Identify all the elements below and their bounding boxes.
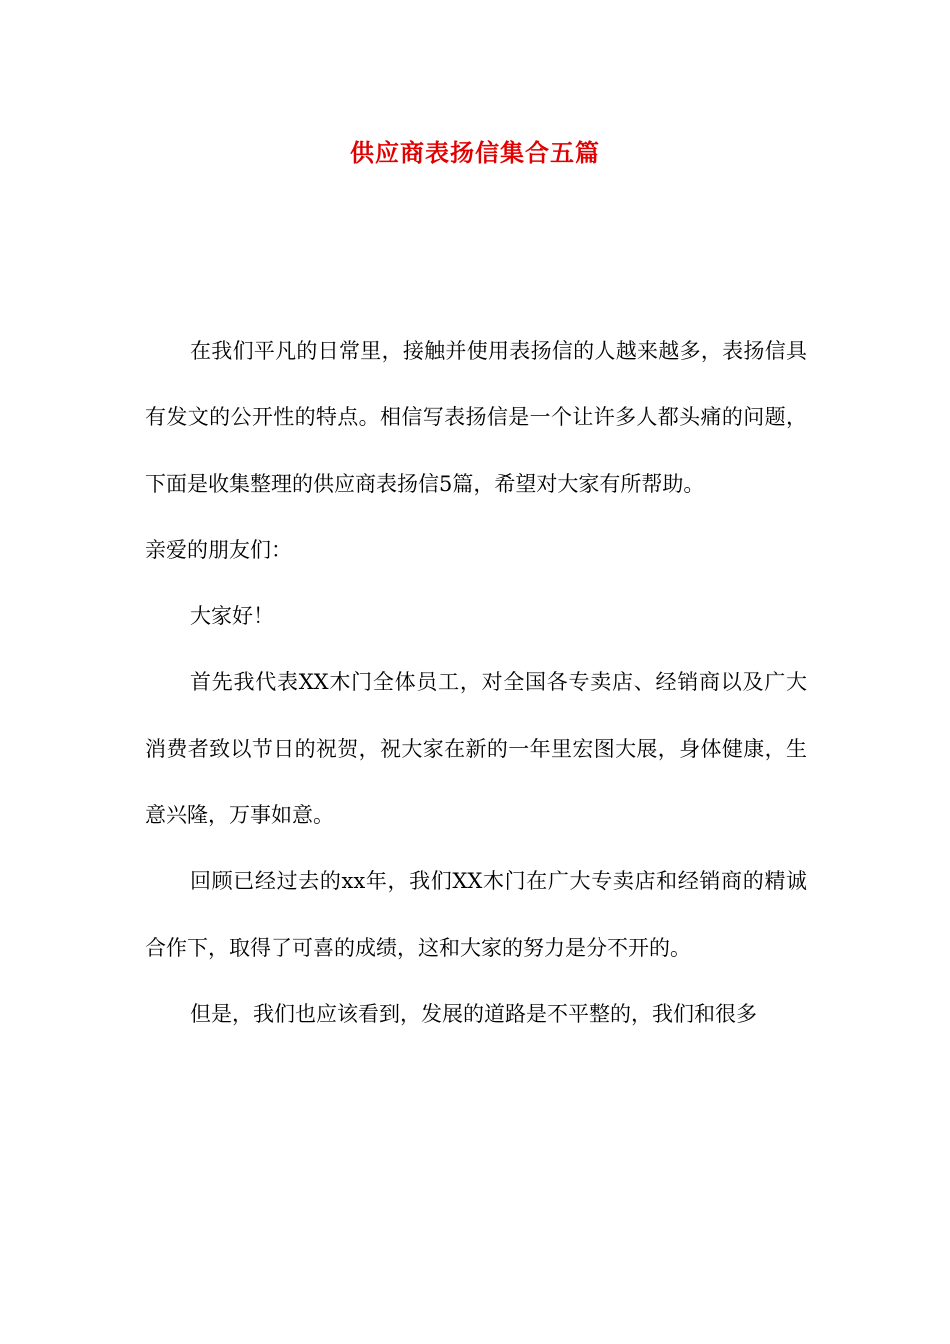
salutation: 亲爱的朋友们： <box>145 537 292 562</box>
greeting: 大家好！ <box>190 604 274 629</box>
document-title: 供应商表扬信集合五篇 <box>350 139 600 167</box>
document-body <box>145 318 807 1047</box>
body-paragraph: 首先我代表XX木门全体员工，对全国各专卖店、经销商以及广大消费者致以节日的祝贺，祝大家在新的一年里宏图大展，身体健康，生意兴隆，万事如意。 <box>145 670 807 828</box>
body-paragraph: 回顾已经过去的xx年，我们XX木门在广大专卖店和经销商的精诚合作下，取得了可喜的成绩，这和大家的努力是分不开的。 <box>145 869 807 960</box>
body-paragraph: 但是，我们也应该看到，发展的道路是不平整的，我们和很多 <box>190 1001 757 1026</box>
intro-paragraph: 在我们平凡的日常里，接触并使用表扬信的人越来越多，表扬信具有发文的公开性的特点。相信写表扬信是一个让许多人都头痛的问题，下面是收集整理的供应商表扬信5篇，希望对大家有所帮助。 <box>145 339 807 496</box>
